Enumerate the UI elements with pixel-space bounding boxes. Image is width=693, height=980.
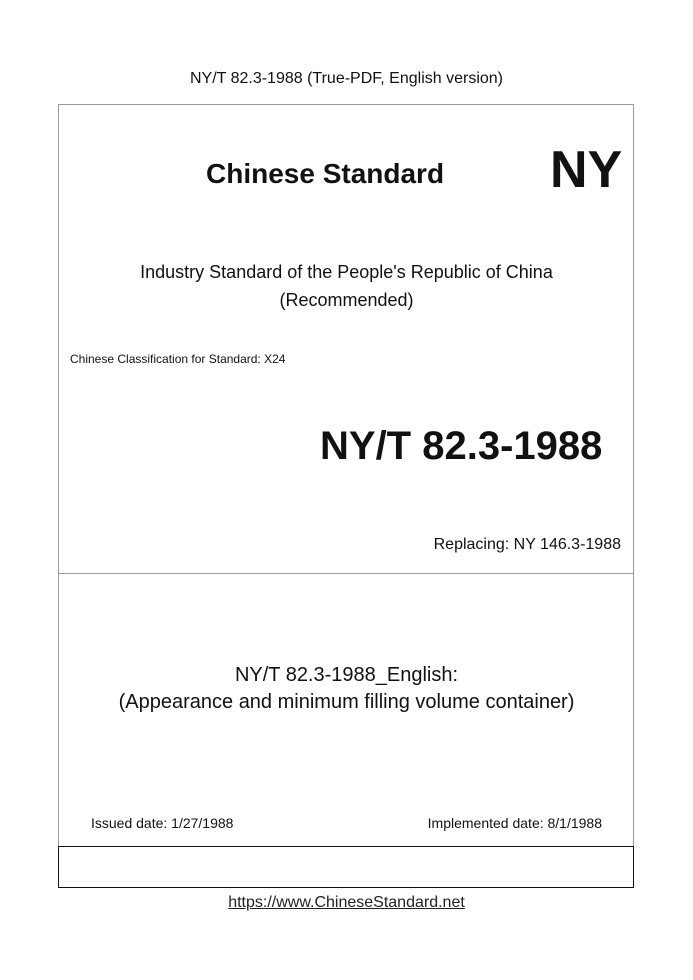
industry-standard-caption <box>0 258 693 314</box>
industry-line-1: Industry Standard of the People's Republic of China <box>140 262 553 282</box>
standard-category-mark: NY <box>550 141 623 199</box>
issued-date: Issued date: 1/27/1988 <box>91 815 234 831</box>
title-line-2: (Appearance and minimum filling volume container) <box>118 691 575 713</box>
standard-number: NY/T 82.3-1988 <box>320 424 603 468</box>
implemented-date: Implemented date: 8/1/1988 <box>427 815 602 831</box>
industry-line-2: (Recommended) <box>279 290 414 310</box>
cover-heading: Chinese Standard <box>206 158 445 189</box>
title-line-1: NY/T 82.3-1988_English: <box>234 664 459 686</box>
document-header: NY/T 82.3-1988 (True-PDF, English version) <box>189 70 503 87</box>
footer <box>0 894 693 912</box>
cover-bottom-panel <box>58 846 634 888</box>
classification-text: Chinese Classification for Standard: X24 <box>70 352 286 366</box>
document-title <box>0 662 693 716</box>
replacing-text: Replacing: NY 146.3-1988 <box>433 536 621 553</box>
website-link[interactable]: https://www.ChineseStandard.net <box>228 894 465 911</box>
